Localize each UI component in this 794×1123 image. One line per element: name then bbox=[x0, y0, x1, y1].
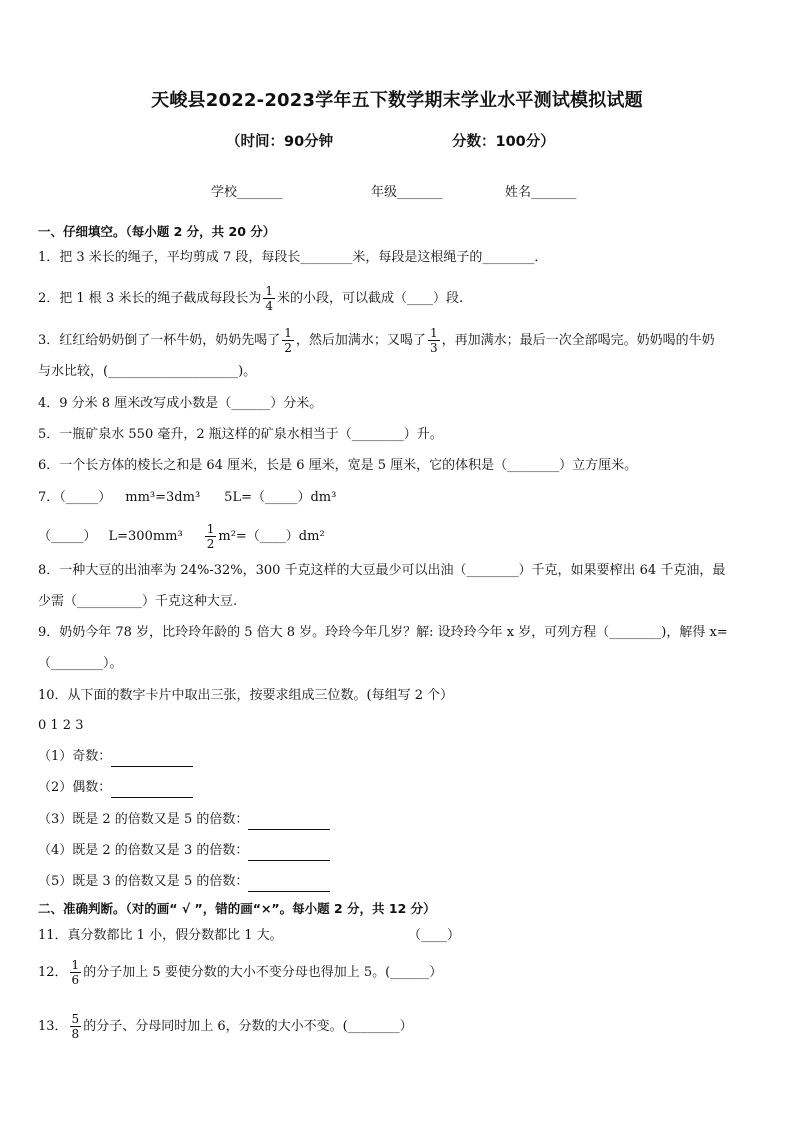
number-cards: 0 1 2 3 bbox=[38, 718, 84, 733]
question-10-part-5: （5）既是 3 的倍数又是 5 的倍数： bbox=[38, 872, 330, 892]
answer-line bbox=[248, 877, 330, 892]
grade-field: 年级_______ bbox=[371, 185, 443, 200]
section-1-heading: 一、仔细填空。（每小题 2 分，共 20 分） bbox=[38, 224, 276, 239]
question-11-answer: （____） bbox=[408, 928, 461, 943]
exam-score: 分数：100分） bbox=[452, 134, 555, 150]
fraction: $\frac{1}{2}$ bbox=[284, 326, 292, 355]
question-10-part-4: （4）既是 2 的倍数又是 3 的倍数： bbox=[38, 841, 330, 861]
question-12: 12． $\frac{1}{6}$ 的分子加上 5 要使分数的大小不变分母也得加上 5。(______） bbox=[38, 958, 443, 987]
exam-time: （时间：90分钟 bbox=[226, 134, 334, 150]
fraction: $\frac{1}{3}$ bbox=[429, 326, 438, 355]
exam-title: 天峻县2022-2023学年五下数学期末学业水平测试模拟试题 bbox=[151, 90, 643, 111]
question-1: 1．把 3 米长的绳子，平均剪成 7 段，每段长________米，每段是这根绳子的________． bbox=[38, 250, 548, 265]
question-7-line-2: （_____） L=300mm³ $\frac{1}{2}$ m²=（____）dm² bbox=[38, 522, 325, 551]
question-10-part-1: （1）奇数： bbox=[38, 747, 193, 767]
question-2-text-pre: 2．把 1 根 3 米长的绳子截成每段长为 bbox=[38, 291, 262, 306]
question-10: 10．从下面的数字卡片中取出三张，按要求组成三位数。(每组写 2 个） bbox=[38, 688, 454, 703]
answer-line bbox=[111, 783, 193, 798]
fraction: $\frac{5}{8}$ bbox=[71, 1012, 80, 1041]
question-6: 6．一个长方体的棱长之和是 64 厘米，长是 6 厘米，宽是 5 厘米，它的体积是（________）立方厘米。 bbox=[38, 458, 638, 473]
fraction: $\frac{1}{2}$ bbox=[206, 522, 215, 551]
question-9-line-2: （________）。 bbox=[38, 656, 123, 671]
question-9-line-1: 9．奶奶今年 78 岁，比玲玲年龄的 5 倍大 8 岁。玲玲今年几岁？解: 设玲玲今年 x 岁，可列方程（________)，解得 x= bbox=[38, 625, 728, 640]
question-3: 3．红红给奶奶倒了一杯牛奶，奶奶先喝了 $\frac{1}{2}$ ，然后加满水；又喝了 $\frac{1}{3}$ ，再加满水；最后一次全部喝完。奶奶喝的牛奶 bbox=[38, 326, 715, 355]
question-8-line-1: 8．一种大豆的出油率为 24%-32%，300 千克这样的大豆最少可以出油（________）千克，如果要榨出 64 千克油，最 bbox=[38, 563, 726, 578]
fraction: $\frac{1}{6}$ bbox=[71, 958, 80, 987]
answer-line bbox=[248, 846, 330, 861]
question-13: 13． $\frac{5}{8}$ 的分子、分母同时加上 6，分数的大小不变。(________） bbox=[38, 1012, 413, 1041]
question-11: 11．真分数都比 1 小，假分数都比 1 大。 bbox=[38, 928, 283, 943]
school-field: 学校_______ bbox=[211, 185, 283, 200]
fraction: $\frac{1}{4}$ bbox=[265, 284, 273, 313]
question-3-line-2: 与水比较，(____________________)。 bbox=[38, 364, 257, 379]
question-7-line-1: 7．（_____） mm³=3dm³ 5L=（_____）dm³ bbox=[38, 490, 337, 505]
question-2 bbox=[38, 284, 463, 313]
section-2-heading: 二、准确判断。（对的画“ √ ”，错的画“×”。每小题 2 分，共 12 分） bbox=[38, 901, 436, 916]
question-10-part-3: （3）既是 2 的倍数又是 5 的倍数： bbox=[38, 810, 330, 830]
question-4: 4．9 分米 8 厘米改写成小数是（______）分米。 bbox=[38, 396, 323, 411]
question-5: 5．一瓶矿泉水 550 毫升，2 瓶这样的矿泉水相当于（________）升。 bbox=[38, 427, 443, 442]
question-2-text-post: 米的小段，可以截成（____）段. bbox=[276, 291, 464, 306]
name-field: 姓名_______ bbox=[505, 185, 577, 200]
answer-line bbox=[248, 815, 330, 830]
question-10-part-2: （2）偶数： bbox=[38, 778, 193, 798]
answer-line bbox=[111, 752, 193, 767]
question-8-line-2: 少需（__________）千克这种大豆. bbox=[38, 594, 238, 609]
